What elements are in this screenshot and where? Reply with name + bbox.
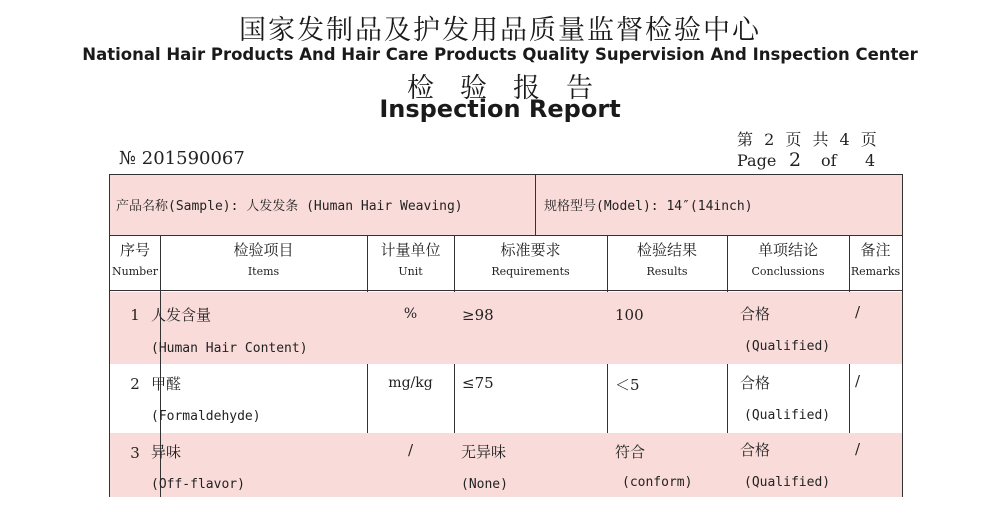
- result: ＜5: [615, 376, 640, 394]
- conclusion-en: (Qualified): [744, 408, 831, 423]
- sample-name: 产品名称(Sample): 人发发条 (Human Hair Weaving): [116, 199, 463, 214]
- unit: mg/kg: [388, 375, 433, 391]
- col-unit-en: Unit: [398, 265, 423, 278]
- conclusion-en: (Qualified): [744, 339, 831, 354]
- report-title-cn: 检验报告: [407, 73, 619, 104]
- conclusion-cn: 合格: [740, 305, 771, 323]
- col-requirements-en: Requirements: [491, 265, 570, 278]
- requirement: 无异味: [461, 443, 507, 461]
- inspection-table: [109, 174, 903, 497]
- remark: /: [855, 303, 861, 321]
- item-name-cn: 异味: [151, 443, 182, 461]
- row-number: 3: [130, 444, 140, 462]
- page-total: 4: [865, 151, 876, 170]
- col-results-cn: 检验结果: [636, 241, 697, 259]
- remark: /: [855, 440, 861, 458]
- col-conclusions-en: Conclussions: [751, 265, 825, 278]
- result: 符合: [615, 443, 646, 461]
- requirement: ≤75: [462, 374, 494, 392]
- report-title-en: Inspection Report: [379, 95, 621, 123]
- requirement: ≥98: [462, 306, 494, 324]
- sample-model: 规格型号(Model): 14″(14inch): [544, 199, 753, 214]
- col-items-cn: 检验项目: [233, 241, 294, 259]
- item-name-en: (Off-flavor): [151, 477, 245, 492]
- col-results-en: Results: [646, 265, 688, 278]
- page-label: Page: [737, 151, 777, 170]
- result-en: (conform): [622, 475, 693, 490]
- item-name-cn: 人发含量: [151, 306, 212, 324]
- col-remarks-cn: 备注: [860, 241, 891, 259]
- col-requirements-cn: 标准要求: [500, 241, 561, 259]
- col-number-cn: 序号: [119, 241, 150, 259]
- col-unit-cn: 计量单位: [380, 241, 441, 259]
- center-name-en: National Hair Products And Hair Care Products Quality Supervision And Inspection Center: [82, 45, 918, 64]
- item-name-en: (Human Hair Content): [151, 341, 308, 356]
- conclusion-en: (Qualified): [744, 475, 831, 490]
- col-number-en: Number: [112, 265, 158, 278]
- remark: /: [855, 372, 861, 390]
- item-name-en: (Formaldehyde): [151, 409, 261, 424]
- row-number: 1: [130, 306, 140, 324]
- conclusion-cn: 合格: [740, 441, 771, 459]
- conclusion-cn: 合格: [740, 374, 771, 392]
- unit: /: [407, 441, 414, 459]
- col-remarks-en: Remarks: [850, 265, 901, 278]
- row-number: 2: [130, 375, 140, 393]
- page-current: 2: [789, 149, 802, 171]
- unit: %: [403, 306, 418, 322]
- result: 100: [615, 306, 644, 324]
- center-name-cn: 国家发制品及护发用品质量监督检验中心: [239, 15, 761, 46]
- col-items-en: Items: [247, 265, 280, 278]
- report-number: № 201590067: [119, 148, 245, 169]
- item-name-cn: 甲醛: [151, 375, 182, 393]
- col-conclusions-cn: 单项结论: [757, 241, 818, 259]
- requirement-en: (None): [461, 477, 508, 492]
- page-indicator-en: [737, 149, 875, 171]
- page-indicator-cn: 第 2 页 共 4 页: [737, 130, 880, 149]
- page-of: of: [821, 151, 837, 170]
